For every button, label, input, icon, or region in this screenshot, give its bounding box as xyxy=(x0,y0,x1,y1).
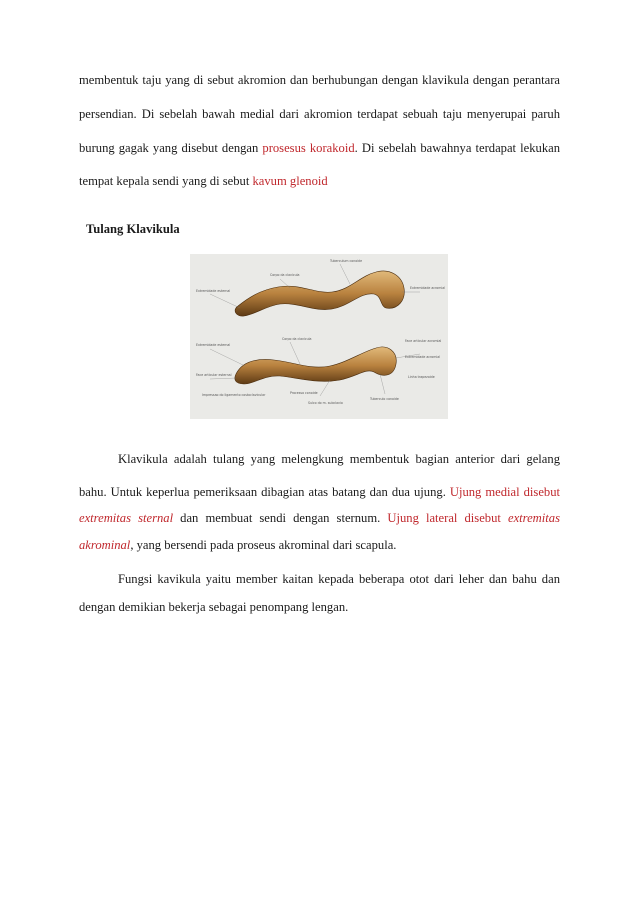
term-akrominal: akrominal xyxy=(79,538,131,552)
paragraph2-line1: Klavikula adalah tulang yang melengkung membentuk bagian anterior dari gelang xyxy=(118,452,560,466)
clavicle-bone-top xyxy=(235,271,404,316)
figure-label: Corpo da clavicula xyxy=(270,273,300,277)
term-ujung-lateral: Ujung lateral disebut xyxy=(387,511,508,525)
clavicle-figure xyxy=(190,254,448,419)
text-run: bahu. Untuk keperlua pemeriksaan dibagian atas batang dan dua ujung. xyxy=(79,485,450,499)
paragraph1-line1: membentuk taju yang di sebut akromion dan berhubungan dengan klavikula dengan perantara xyxy=(79,73,560,87)
term-kavum-glenoid: kavum glenoid xyxy=(252,174,328,188)
term-extremitas-sternal: extremitas sternal xyxy=(79,511,174,525)
term-prosesus-korakoid: prosesus korakoid xyxy=(262,141,355,155)
figure-label: Extremidade esternal xyxy=(196,289,231,293)
clavicle-illustration xyxy=(190,254,448,419)
figure-label: Linha trapezoide xyxy=(408,375,435,379)
paragraph1-line2: persendian. Di sebelah bawah medial dari akromion terdapat sebuah taju menyerupai paruh xyxy=(79,107,560,121)
paragraph3-line2: dengan demikian bekerja sebagai penompang lengan. xyxy=(79,600,349,614)
paragraph3-line1: Fungsi kavikula yaitu member kaitan kepada beberapa otot dari leher dan bahu dan xyxy=(118,572,560,586)
text-run: dan membuat sendi dengan sternum. xyxy=(173,511,388,525)
paragraph1-line3 xyxy=(79,140,560,156)
text-run: tempat kepala sendi yang di sebut xyxy=(79,174,253,188)
figure-label: Tuberculum conoide xyxy=(330,259,363,263)
text-run: . Di sebelah bawahnya terdapat lekukan xyxy=(354,141,561,155)
figure-label: Impressao do ligamento costoclavicular xyxy=(202,393,266,397)
text-run: burung gagak yang disebut dengan xyxy=(79,141,263,155)
paragraph2-line2 xyxy=(79,484,560,500)
figure-label: Sulco do m. subclavio xyxy=(308,401,343,405)
paragraph1-line4 xyxy=(79,173,560,189)
term-ujung-medial: Ujung medial disebut xyxy=(449,485,560,499)
figure-label: Processo conoide xyxy=(290,391,318,395)
figure-label: Face articular acromial xyxy=(405,339,442,343)
paragraph2-line4 xyxy=(79,537,560,553)
figure-label: Face articular esternal xyxy=(196,373,232,377)
figure-label: Corpo da clavicula xyxy=(282,337,312,341)
figure-label: Extremidade acromial xyxy=(410,286,446,290)
figure-label: Extremidade esternal xyxy=(196,343,231,347)
text-run: , yang bersendi pada proseus akrominal dari scapula. xyxy=(130,538,397,552)
figure-label: Extremidade acromial xyxy=(405,355,441,359)
section-heading: Tulang Klavikula xyxy=(86,222,180,236)
clavicle-bone-bottom xyxy=(235,347,396,384)
paragraph2-line3 xyxy=(79,510,560,526)
term-extremitas: extremitas xyxy=(507,511,560,525)
figure-label: Tuberculo conoide xyxy=(370,397,399,401)
